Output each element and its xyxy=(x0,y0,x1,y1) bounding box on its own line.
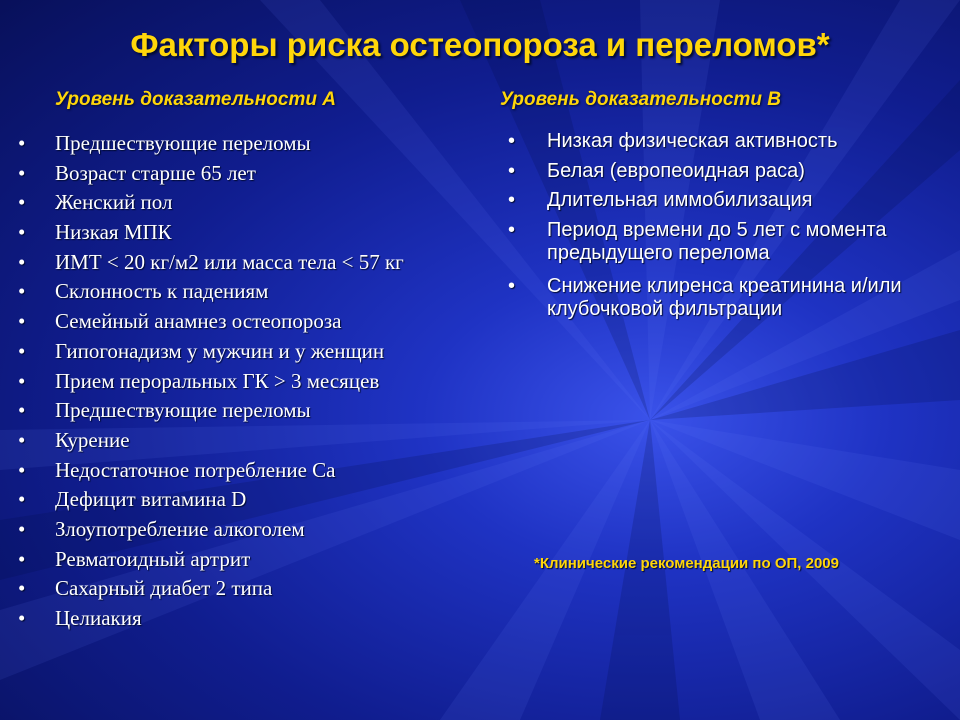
list-item xyxy=(18,486,404,516)
list-item xyxy=(18,546,404,576)
list-item xyxy=(18,605,404,635)
bullet-icon: • xyxy=(18,160,26,185)
list-item xyxy=(18,338,404,368)
list-item xyxy=(18,516,404,546)
list-item xyxy=(18,308,404,338)
bullet-icon: • xyxy=(18,309,26,334)
bullet-icon: • xyxy=(18,190,26,215)
list-item xyxy=(18,457,404,487)
list-item xyxy=(18,160,404,190)
bullet-icon: • xyxy=(18,249,26,274)
bullet-icon: • xyxy=(508,218,516,241)
list-item xyxy=(508,189,958,212)
bullet-icon: • xyxy=(18,487,26,512)
list-item-text: Предшествующие переломы xyxy=(55,131,311,155)
list-item xyxy=(18,397,404,427)
bullet-icon: • xyxy=(508,274,516,297)
list-item-text: ИМТ < 20 кг/м2 или масса тела < 57 кг xyxy=(55,249,404,274)
list-item-text: Злоупотребление алкоголем xyxy=(55,516,305,541)
bullet-icon: • xyxy=(18,516,26,541)
list-item xyxy=(18,130,404,160)
bullet-icon: • xyxy=(18,398,26,423)
list-item-text: Недостаточное потребление Са xyxy=(55,457,336,482)
bullet-icon: • xyxy=(18,131,26,155)
list-item-text: Длительная иммобилизация xyxy=(547,189,813,211)
bullet-icon: • xyxy=(18,279,26,304)
list-item-text: Целиакия xyxy=(55,606,142,630)
list-item-text: Снижение клиренса креатинина и/или клубочковой фильтрации xyxy=(547,274,902,320)
bullet-icon: • xyxy=(18,546,26,571)
list-item-text: Низкая МПК xyxy=(55,220,172,245)
bullet-icon: • xyxy=(18,338,26,363)
list-item xyxy=(508,160,958,183)
list-item-text: Белая (европеоидная раса) xyxy=(547,159,805,182)
list-item xyxy=(18,189,404,219)
list-item-text: Возраст старше 65 лет xyxy=(55,160,256,185)
list-item xyxy=(18,575,404,605)
slide-title: Факторы риска остеопороза и переломов* xyxy=(130,26,830,63)
list-item-text: Курение xyxy=(55,427,130,452)
list-item-text: Период времени до 5 лет с момента предыдущего перелома xyxy=(547,218,887,264)
list-item-text: Ревматоидный артрит xyxy=(55,546,251,571)
list-item-text: Предшествующие переломы xyxy=(55,398,311,423)
list-item xyxy=(18,219,404,249)
evidence-level-b-list xyxy=(508,130,958,331)
list-item-text: Женский пол xyxy=(55,190,173,215)
bullet-icon: • xyxy=(18,220,26,245)
list-item xyxy=(18,427,404,457)
footnote: *Клинические рекомендации по ОП, 2009 xyxy=(534,555,839,572)
bullet-icon: • xyxy=(18,576,26,601)
list-item-text: Низкая физическая активность xyxy=(547,130,838,152)
bullet-icon: • xyxy=(18,427,26,452)
bullet-icon: • xyxy=(508,130,516,152)
bullet-icon: • xyxy=(508,189,516,211)
evidence-level-a-heading: Уровень доказательности А xyxy=(55,89,336,110)
list-item xyxy=(508,219,958,265)
list-item xyxy=(18,278,404,308)
evidence-level-a-list xyxy=(18,130,404,635)
list-item xyxy=(508,130,958,153)
list-item-text: Дефицит витамина D xyxy=(55,487,247,512)
list-item-text: Сахарный диабет 2 типа xyxy=(55,576,273,601)
list-item-text: Прием пероральных ГК > 3 месяцев xyxy=(55,368,380,393)
bullet-icon: • xyxy=(508,159,516,182)
list-item xyxy=(508,275,958,321)
evidence-level-b-heading: Уровень доказательности В xyxy=(500,89,781,110)
bullet-icon: • xyxy=(18,606,26,630)
bullet-icon: • xyxy=(18,457,26,482)
list-item-text: Склонность к падениям xyxy=(55,279,269,304)
bullet-icon: • xyxy=(18,368,26,393)
list-item xyxy=(18,249,404,279)
list-item-text: Гипогонадизм у мужчин и у женщин xyxy=(55,338,385,363)
list-item-text: Семейный анамнез остеопороза xyxy=(55,309,342,334)
list-item xyxy=(18,368,404,398)
